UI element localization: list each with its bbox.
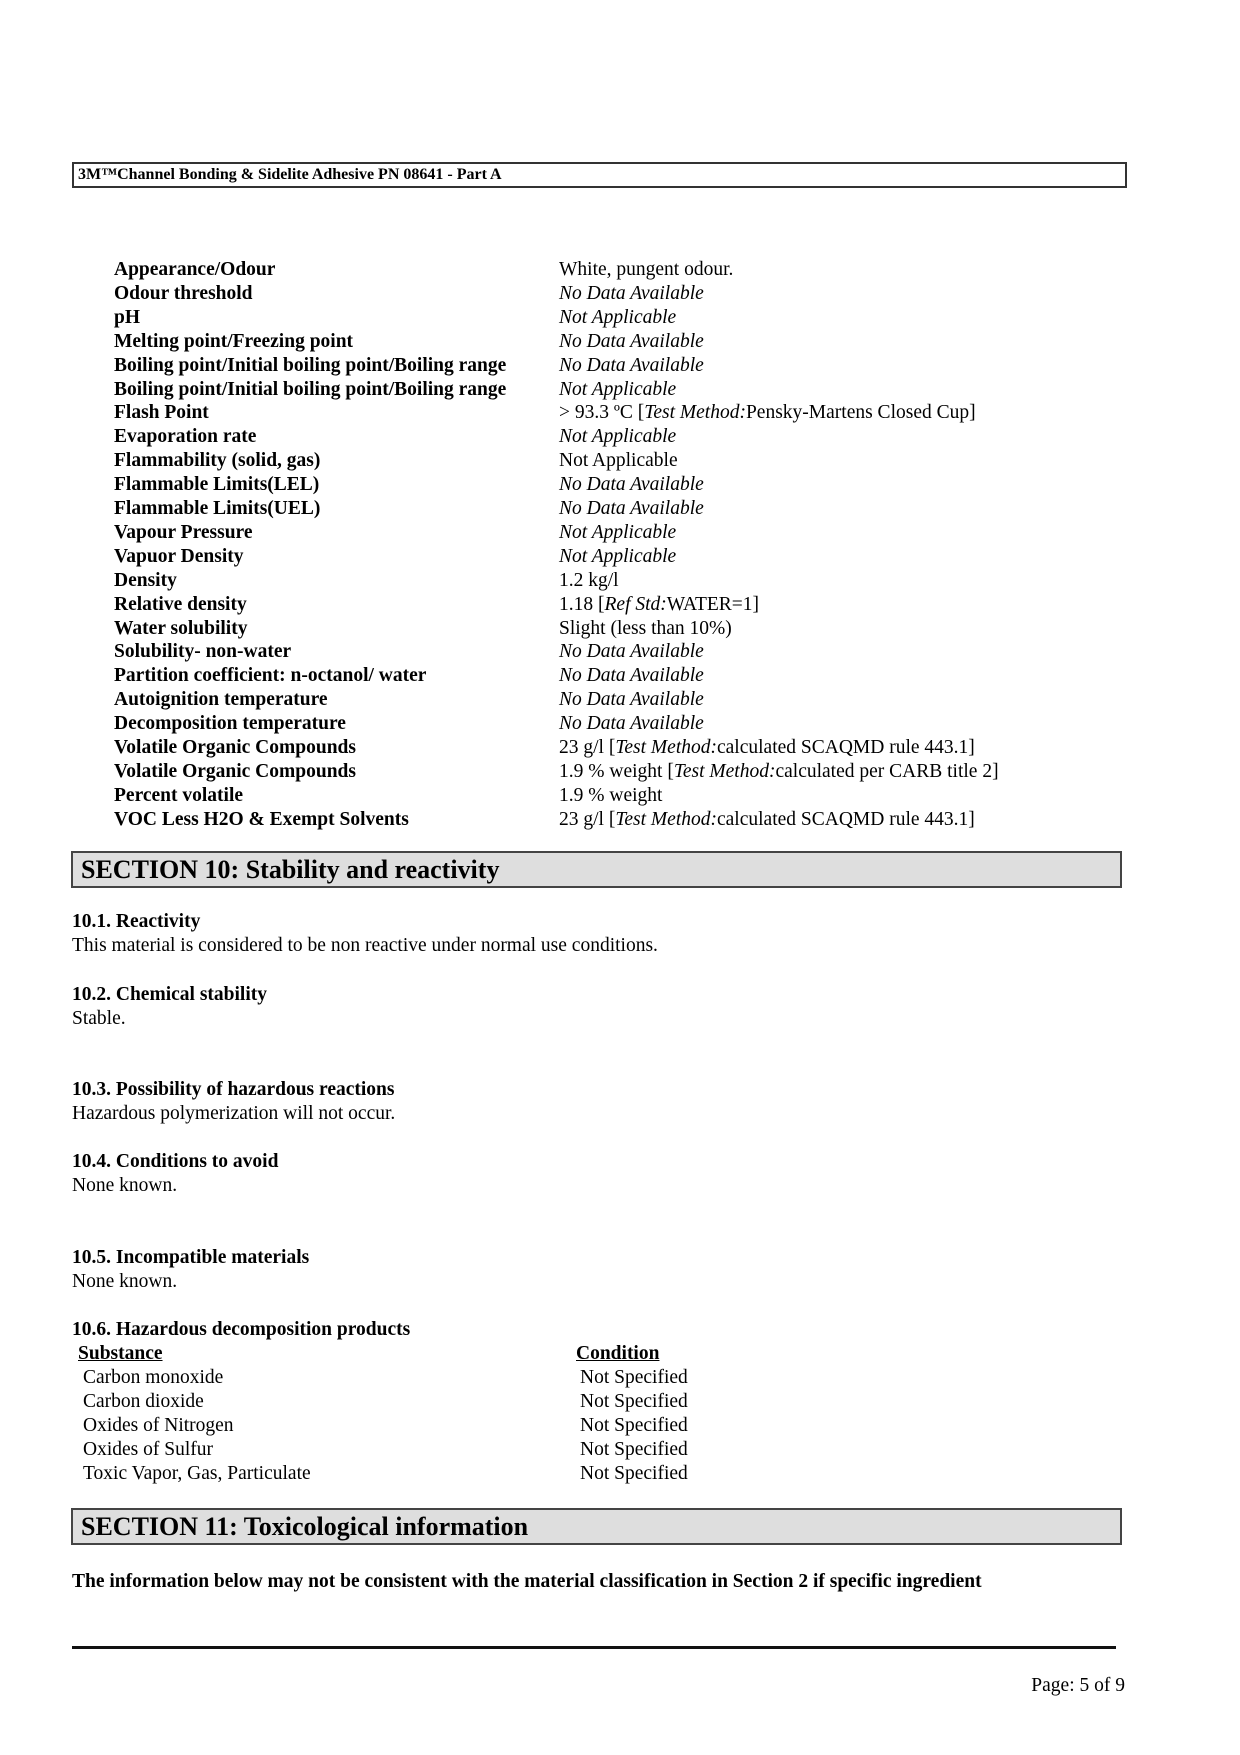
property-label: Flash Point [114,402,209,424]
property-label: Boiling point/Initial boiling point/Boiling range [114,378,507,400]
property-value [559,736,975,760]
property-label: Percent volatile [114,784,244,806]
property-label: Flammable Limits(LEL) [114,474,320,496]
subsection-body-conditions-to-avoid: None known. [72,1175,178,1196]
property-value [559,664,704,688]
property-row [0,688,1240,712]
document-header [72,162,1127,188]
footer-divider [72,1646,1116,1649]
property-row [0,545,1240,569]
property-value-segment: No Data Available [559,641,704,663]
subsection-body-reactivity: This material is considered to be non reactive under normal use conditions. [72,935,658,956]
property-label: Odour threshold [114,282,253,304]
property-value-segment: No Data Available [559,282,704,304]
property-label: Water solubility [114,617,248,639]
subsection-heading-hazardous-reactions: 10.3. Possibility of hazardous reactions [72,1079,395,1100]
subsection-heading-chemical-stability: 10.2. Chemical stability [72,984,267,1005]
subsection-body-chemical-stability: Stable. [72,1008,126,1029]
property-row [0,306,1240,330]
property-value-segment: No Data Available [559,354,704,376]
property-value-segment: No Data Available [559,330,704,352]
subsection-heading-incompatible-materials: 10.5. Incompatible materials [72,1247,310,1268]
section-11-note: The information below may not be consistent with the material classification in Section 2 if specific ingredient [72,1571,982,1592]
property-row [0,640,1240,664]
property-row [0,712,1240,736]
property-label: pH [114,306,141,328]
property-value [559,330,704,354]
subsection-heading-reactivity: 10.1. Reactivity [72,911,201,932]
property-value-segment: calculated per CARB title 2] [775,760,999,782]
property-row [0,330,1240,354]
property-value-segment: No Data Available [559,474,704,496]
property-value-segment: No Data Available [559,713,704,735]
property-value [559,401,976,425]
property-row [0,593,1240,617]
property-value-segment: 1.9 % weight [559,784,663,806]
property-label: Partition coefficient: n-octanol/ water [114,665,427,687]
property-label: Volatile Organic Compounds [114,737,356,758]
property-label: Decomposition temperature [114,713,346,735]
property-value [559,640,704,664]
property-value [559,784,662,808]
property-value [559,449,678,473]
property-value [559,497,704,521]
property-label: Vapuor Density [114,545,244,567]
property-label: Flammable Limits(UEL) [114,498,321,519]
property-value-segment: 1.2 kg/l [559,569,619,591]
property-label: Vapour Pressure [114,521,253,543]
decomposition-condition: Not Specified [580,1367,688,1388]
property-label: Evaporation rate [114,426,257,448]
subsection-body-incompatible-materials: None known. [72,1271,178,1292]
property-label: Autoignition temperature [114,689,328,711]
subsection-body-hazardous-reactions: Hazardous polymerization will not occur. [72,1103,396,1124]
property-value [559,593,759,617]
product-title: 3M™Channel Bonding & Sidelite Adhesive PN 08641 - Part A [78,166,502,183]
property-row [0,258,1240,282]
property-value-segment: 23 g/l [ [559,737,616,758]
property-label: Boiling point/Initial boiling point/Boiling range [114,354,507,376]
property-value-segment: No Data Available [559,498,704,519]
property-value-segment: Not Applicable [559,450,678,472]
property-value-segment: No Data Available [559,689,704,711]
property-row [0,497,1240,521]
property-value-segment: 23 g/l [ [559,808,616,830]
property-row [0,760,1240,784]
property-row [0,664,1240,688]
property-row [0,425,1240,449]
property-value-segment: > 93.3 ºC [ [559,402,645,424]
property-row [0,569,1240,593]
property-value-segment: Not Applicable [559,378,677,400]
property-value [559,712,704,736]
property-value-segment: Pensky-Martens Closed Cup] [745,402,976,424]
property-row [0,808,1240,832]
section-11-title: SECTION 11: Toxicological information [81,1512,529,1541]
property-row [0,473,1240,497]
property-value-segment: Not Applicable [559,545,677,567]
property-value [559,282,704,306]
property-label: Relative density [114,593,247,615]
property-row [0,784,1240,808]
decomposition-substance: Carbon monoxide [83,1367,224,1388]
property-row [0,449,1240,473]
property-label: Flammability (solid, gas) [114,450,321,472]
decomposition-substance: Carbon dioxide [83,1391,204,1412]
property-value-segment: calculated SCAQMD rule 443.1] [717,737,975,758]
property-value [559,306,676,330]
property-label: VOC Less H2O & Exempt Solvents [114,808,409,830]
property-value-segment: Test Method: [615,808,717,830]
property-value [559,354,704,378]
column-header-substance: Substance [78,1343,163,1364]
property-value-segment: Not Applicable [559,306,677,328]
property-value-segment: 1.9 % weight [ [559,760,674,782]
property-value-segment: Not Applicable [559,521,677,543]
decomposition-substance: Oxides of Nitrogen [83,1415,234,1436]
property-value-segment: Not Applicable [559,426,677,448]
property-value [559,545,676,569]
property-value [559,258,733,282]
page-number: Page: 5 of 9 [1031,1675,1125,1696]
property-value [559,808,975,832]
property-value-segment: White, pungent odour. [559,259,734,280]
property-row [0,401,1240,425]
property-value [559,521,676,545]
property-value [559,473,704,497]
property-value [559,688,704,712]
property-row [0,521,1240,545]
subsection-heading-decomposition-products: 10.6. Hazardous decomposition products [72,1319,411,1340]
property-row [0,282,1240,306]
property-value [559,425,676,449]
property-label: Volatile Organic Compounds [114,760,356,782]
property-value-segment: Ref Std: [604,593,667,615]
property-value-segment: 1.18 [ [559,593,605,615]
subsection-heading-conditions-to-avoid: 10.4. Conditions to avoid [72,1151,279,1172]
decomposition-substance: Toxic Vapor, Gas, Particulate [83,1463,311,1484]
property-value [559,760,999,784]
property-value-segment: WATER=1] [666,593,760,615]
decomposition-condition: Not Specified [580,1463,688,1484]
property-value-segment: Test Method: [644,402,746,424]
property-value-segment: No Data Available [559,665,704,687]
property-label: Density [114,569,177,591]
property-row [0,354,1240,378]
property-value [559,617,732,641]
property-row [0,378,1240,402]
property-value-segment: Slight (less than 10%) [559,617,732,639]
property-label: Appearance/Odour [114,259,276,280]
property-value-segment: Test Method: [615,737,717,758]
property-row [0,617,1240,641]
section-10-header [71,851,1122,888]
property-row [0,736,1240,760]
property-value [559,569,619,593]
property-value-segment: calculated SCAQMD rule 443.1] [717,808,975,830]
property-value-segment: Test Method: [673,760,776,782]
section-10-title: SECTION 10: Stability and reactivity [81,855,500,884]
property-label: Solubility- non-water [114,641,292,663]
decomposition-condition: Not Specified [580,1415,688,1436]
section-11-header [71,1508,1122,1545]
decomposition-condition: Not Specified [580,1439,688,1460]
decomposition-condition: Not Specified [580,1391,688,1412]
decomposition-substance: Oxides of Sulfur [83,1439,213,1460]
property-value [559,378,676,402]
property-label: Melting point/Freezing point [114,330,354,352]
column-header-condition: Condition [576,1343,660,1364]
